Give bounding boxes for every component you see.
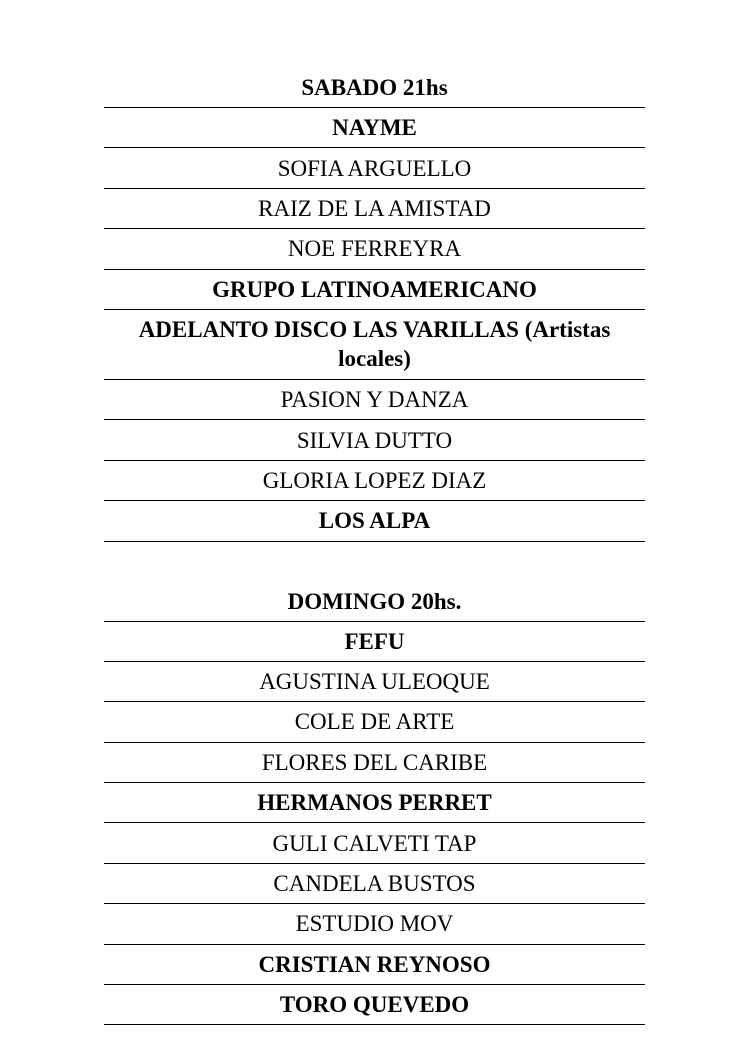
act-name: ESTUDIO MOV <box>104 904 645 944</box>
table-row <box>104 581 645 622</box>
act-name: COLE DE ARTE <box>104 702 645 742</box>
act-name: ADELANTO DISCO LAS VARILLAS (Artistas locales) <box>104 309 645 379</box>
table-row <box>104 985 645 1025</box>
table-row <box>104 460 645 500</box>
table-row <box>104 67 645 108</box>
saturday-heading: SABADO 21hs <box>104 67 645 108</box>
section-spacer <box>104 542 645 581</box>
table-row <box>104 229 645 269</box>
act-name: FEFU <box>104 621 645 661</box>
act-name: RAIZ DE LA AMISTAD <box>104 188 645 228</box>
act-name: GLORIA LOPEZ DIAZ <box>104 460 645 500</box>
act-name: PASION Y DANZA <box>104 379 645 419</box>
table-row <box>104 148 645 188</box>
table-row <box>104 621 645 661</box>
act-name: AGUSTINA ULEOQUE <box>104 661 645 701</box>
act-name: NAYME <box>104 108 645 148</box>
act-name: CANDELA BUSTOS <box>104 863 645 903</box>
table-row <box>104 742 645 782</box>
table-row <box>104 823 645 863</box>
table-row <box>104 420 645 460</box>
table-row <box>104 269 645 309</box>
table-row <box>104 188 645 228</box>
act-name: SILVIA DUTTO <box>104 420 645 460</box>
table-row <box>104 863 645 903</box>
table-row <box>104 904 645 944</box>
act-name: FLORES DEL CARIBE <box>104 742 645 782</box>
table-row <box>104 501 645 541</box>
schedule-document <box>104 67 645 1025</box>
act-name: TORO QUEVEDO <box>104 985 645 1025</box>
table-row <box>104 783 645 823</box>
table-row <box>104 661 645 701</box>
act-name: HERMANOS PERRET <box>104 783 645 823</box>
table-row <box>104 702 645 742</box>
act-name: NOE FERREYRA <box>104 229 645 269</box>
table-row <box>104 944 645 984</box>
act-name: GULI CALVETI TAP <box>104 823 645 863</box>
act-name: SOFIA ARGUELLO <box>104 148 645 188</box>
act-name: GRUPO LATINOAMERICANO <box>104 269 645 309</box>
table-row <box>104 379 645 419</box>
sunday-lineup-table <box>104 581 645 1026</box>
sunday-heading: DOMINGO 20hs. <box>104 581 645 622</box>
table-row <box>104 108 645 148</box>
saturday-lineup-table <box>104 67 645 542</box>
act-name: CRISTIAN REYNOSO <box>104 944 645 984</box>
table-row <box>104 309 645 379</box>
act-name: LOS ALPA <box>104 501 645 541</box>
